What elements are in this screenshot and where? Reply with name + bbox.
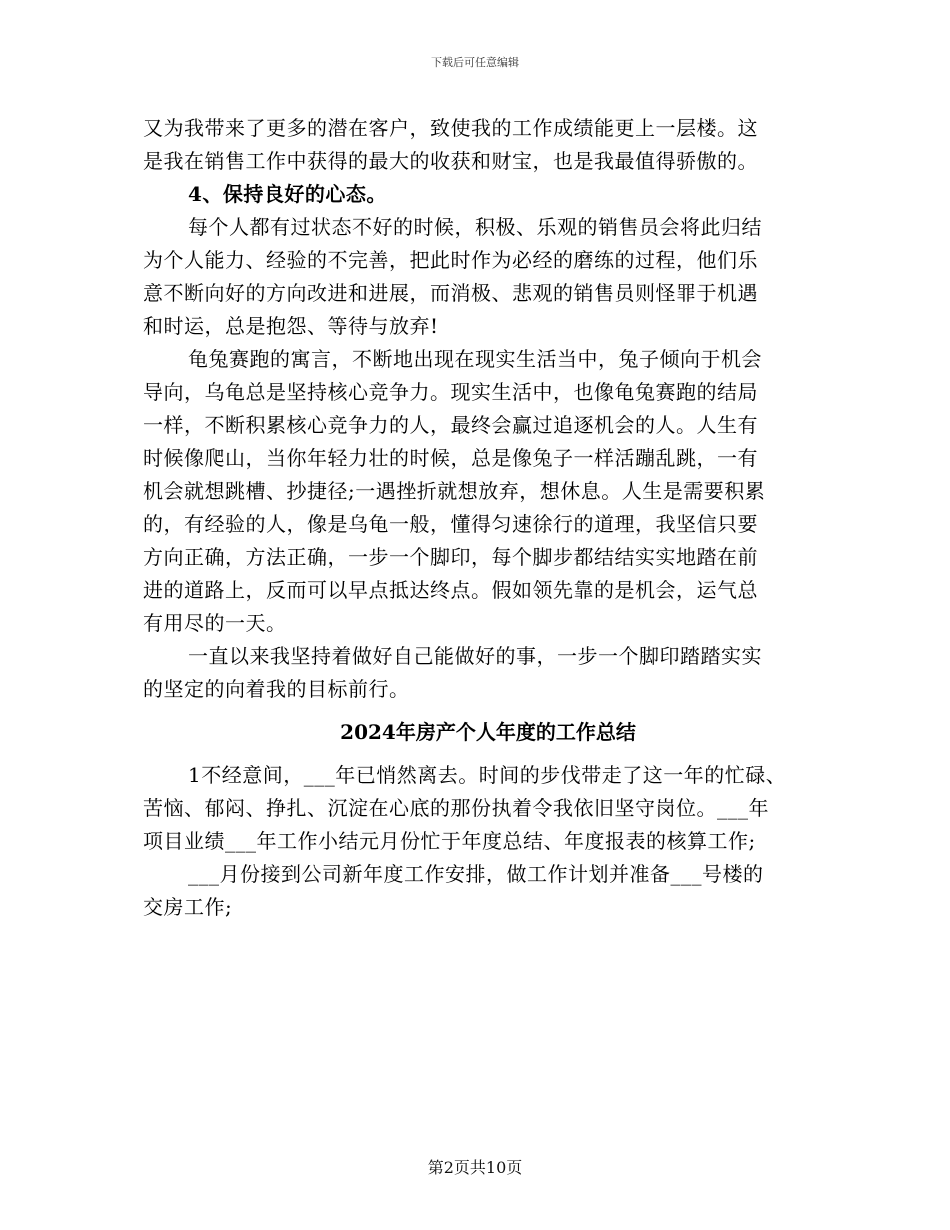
text-line: 导向，乌龟总是坚持核心竞争力。现实生活中，也像龟兔赛跑的结局 (143, 380, 758, 404)
text-line: 一样，不断积累核心竞争力的人，最终会赢过追逐机会的人。人生有 (143, 413, 758, 437)
text-line: 和时运，总是抱怨、等待与放弃! (143, 314, 439, 338)
text-line: 又为我带来了更多的潜在客户，致使我的工作成绩能更上一层楼。这 (143, 116, 758, 140)
paragraph-first-line: 1不经意间，___年已悄然离去。时间的步伐带走了这一年的忙碌、 (188, 763, 787, 787)
text-line: 的坚定的向着我的目标前行。 (143, 677, 410, 701)
document-body (143, 112, 833, 924)
text-line: 时候像爬山，当你年轻力壮的时候，总是像兔子一样活蹦乱跳，一有 (143, 446, 758, 470)
paragraph-first-line: 龟兔赛跑的寓言，不断地出现在现实生活当中，兔子倾向于机会 (188, 347, 762, 371)
text-line: 是我在销售工作中获得的最大的收获和财宝，也是我最值得骄傲的。 (143, 149, 758, 173)
text-line: 项目业绩___年工作小结元月份忙于年度总结、年度报表的核算工作; (143, 829, 756, 853)
page-header: 下载后可任意编辑 (431, 56, 519, 69)
text-line: 方向正确，方法正确，一步一个脚印，每个脚步都结结实实地踏在前 (143, 545, 758, 569)
text-line: 交房工作; (143, 895, 233, 919)
text-line: 为个人能力、经验的不完善，把此时作为必经的磨练的过程，他们乐 (143, 248, 758, 272)
text-line: 意不断向好的方向改进和进展，而消极、悲观的销售员则怪罪于机遇 (143, 281, 758, 305)
text-line: 有用尽的一天。 (143, 611, 287, 635)
text-line: 苦恼、郁闷、挣扎、沉淀在心底的那份执着令我依旧坚守岗位。___年 (143, 796, 769, 820)
text-line: 的，有经验的人，像是乌龟一般，懂得匀速徐行的道理，我坚信只要 (143, 512, 758, 536)
page-footer: 第2页共10页 (427, 1158, 523, 1177)
paragraph-first-line: ___月份接到公司新年度工作安排，做工作计划并准备___号楼的 (188, 862, 764, 886)
paragraph-first-line: 一直以来我坚持着做好自己能做好的事，一步一个脚印踏踏实实 (188, 644, 762, 668)
document-title: 2024年房产个人年度的工作总结 (340, 720, 636, 744)
text-line: 机会就想跳槽、抄捷径;一遇挫折就想放弃，想休息。人生是需要积累 (143, 479, 766, 503)
section-heading: 4、保持良好的心态。 (188, 182, 387, 206)
text-line: 进的道路上，反而可以早点抵达终点。假如领先靠的是机会，运气总 (143, 578, 758, 602)
paragraph-first-line: 每个人都有过状态不好的时候，积极、乐观的销售员会将此归结 (188, 215, 762, 239)
